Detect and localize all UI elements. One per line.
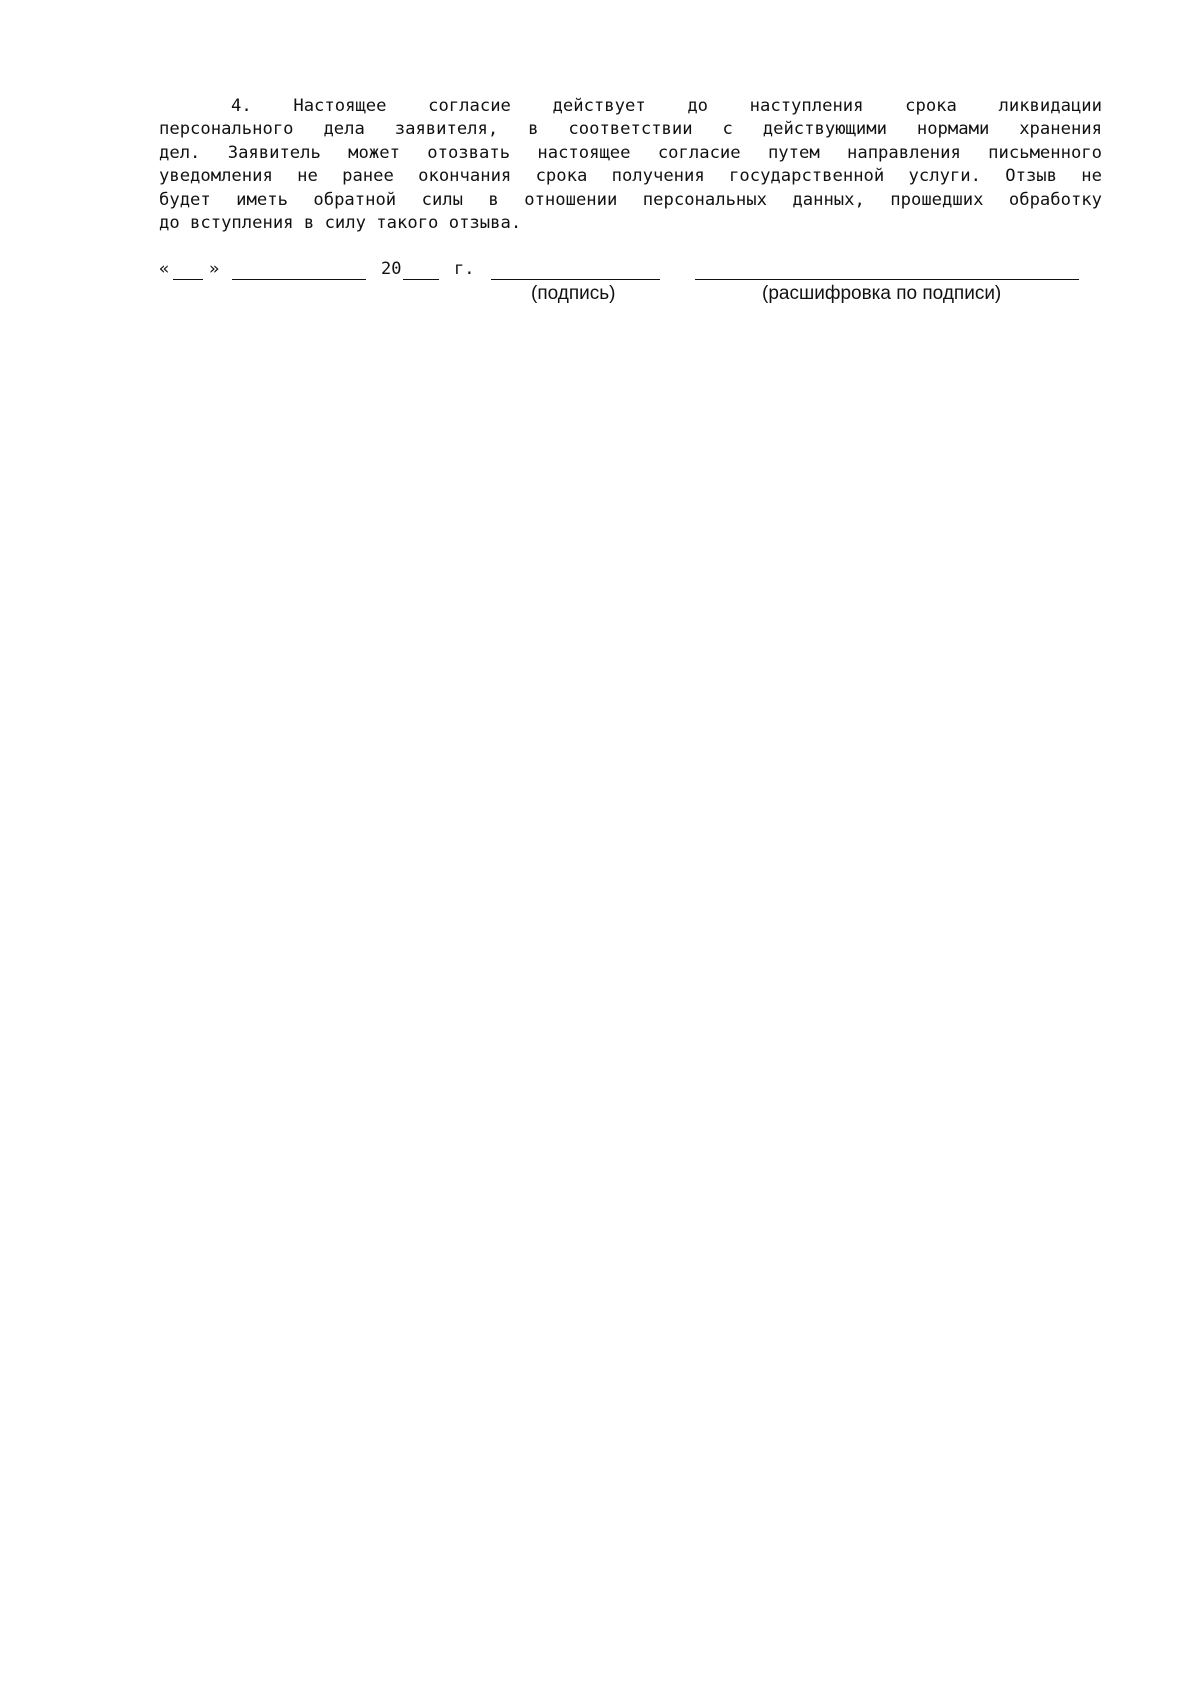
paragraph-line: уведомления не ранее окончания срока получения государственной услуги. Отзыв не — [159, 166, 1102, 187]
month-blank-line — [232, 279, 366, 280]
signature-caption: (подпись) — [531, 283, 616, 304]
paragraph-line: будет иметь обратной силы в отношении персональных данных, прошедших обработку — [159, 189, 1102, 210]
paragraph-line: дел. Заявитель может отозвать настоящее согласие путем направления письменного — [159, 142, 1102, 163]
year-blank-line — [403, 279, 439, 280]
day-blank-line — [173, 279, 203, 280]
year-suffix: г. — [454, 259, 475, 279]
signature-row — [159, 258, 1079, 318]
paragraph-line: персонального дела заявителя, в соответствии с действующими нормами хранения — [159, 119, 1102, 140]
close-quote: » — [209, 259, 220, 279]
paragraph-line: до вступления в силу такого отзыва. — [159, 213, 522, 234]
consent-paragraph — [159, 95, 1102, 235]
year-prefix: 20 — [381, 259, 402, 279]
open-quote: « — [159, 259, 170, 279]
signature-blank-line — [491, 279, 660, 280]
paragraph-line: 4. Настоящее согласие действует до наступления срока ликвидации — [231, 96, 1102, 116]
name-blank-line — [695, 279, 1079, 280]
name-caption: (расшифровка по подписи) — [762, 283, 1002, 304]
